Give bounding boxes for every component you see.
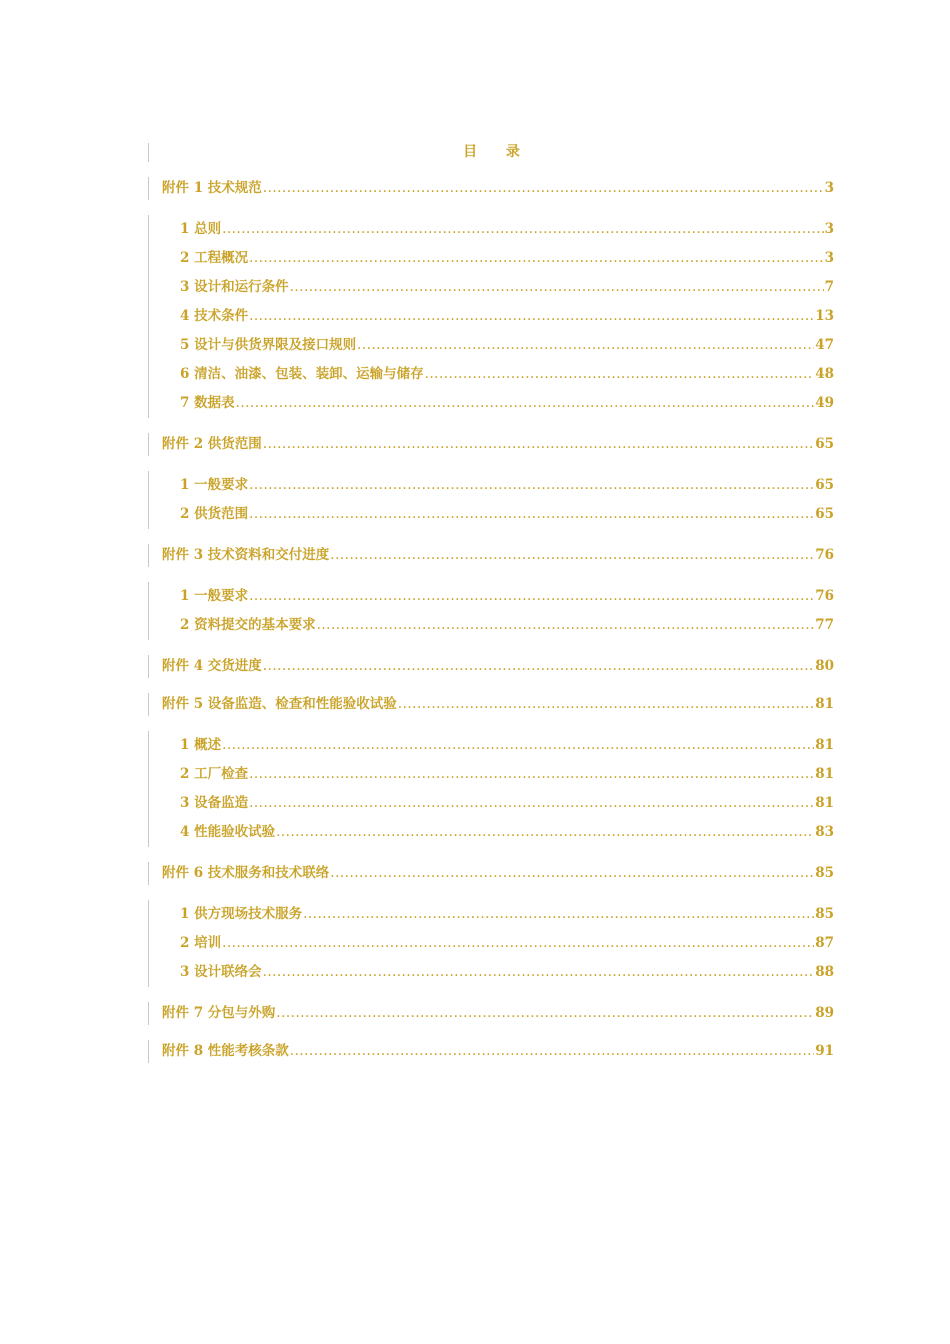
toc-entry-subsection[interactable] bbox=[149, 789, 834, 818]
toc-page-number: 81 bbox=[815, 737, 834, 753]
toc-entry-label: 1 一般要求 bbox=[180, 588, 249, 604]
toc-entry-label: 3 设备监造 bbox=[180, 795, 249, 811]
toc-leader-dots bbox=[398, 693, 814, 716]
toc-page-number: 87 bbox=[815, 935, 834, 951]
toc-entry-label: 2 工程概况 bbox=[180, 250, 249, 266]
toc-leader-dots bbox=[263, 958, 815, 987]
toc-entry-subsection[interactable] bbox=[149, 389, 834, 418]
toc-leader-dots bbox=[330, 862, 814, 885]
toc-entry-annex[interactable] bbox=[149, 544, 834, 567]
toc-entry-subsection[interactable] bbox=[149, 900, 834, 929]
toc-leader-dots bbox=[263, 433, 814, 456]
toc-page-number: 83 bbox=[815, 824, 834, 840]
toc-page-number: 91 bbox=[815, 1043, 834, 1059]
toc-entry-label: 1 概述 bbox=[180, 737, 222, 753]
toc-subsection-block bbox=[148, 215, 834, 418]
toc-section-block bbox=[148, 1040, 834, 1063]
toc-leader-dots bbox=[249, 471, 814, 500]
toc-leader-dots bbox=[263, 177, 824, 200]
toc-page-number: 85 bbox=[815, 865, 834, 881]
toc-page-number: 88 bbox=[815, 964, 834, 980]
toc-leader-dots bbox=[249, 582, 814, 611]
toc-entry-subsection[interactable] bbox=[149, 929, 834, 958]
toc-subsection-block bbox=[148, 900, 834, 987]
toc-entry-subsection[interactable] bbox=[149, 611, 834, 640]
table-of-contents bbox=[148, 143, 834, 1063]
toc-entry-label: 7 数据表 bbox=[180, 395, 235, 411]
toc-entry-annex[interactable] bbox=[149, 177, 834, 200]
toc-entry-label: 附件 4 交货进度 bbox=[162, 658, 262, 674]
toc-entry-subsection[interactable] bbox=[149, 760, 834, 789]
toc-leader-dots bbox=[290, 1040, 814, 1063]
toc-entry-subsection[interactable] bbox=[149, 215, 834, 244]
toc-entry-label: 4 性能验收试验 bbox=[180, 824, 276, 840]
toc-subsection-block bbox=[148, 731, 834, 847]
toc-page-number: 3 bbox=[824, 180, 834, 196]
toc-entry-annex[interactable] bbox=[149, 433, 834, 456]
toc-entry-subsection[interactable] bbox=[149, 471, 834, 500]
toc-entry-label: 2 培训 bbox=[180, 935, 222, 951]
toc-page-number: 47 bbox=[815, 337, 834, 353]
toc-leader-dots bbox=[222, 215, 824, 244]
toc-leader-dots bbox=[249, 500, 814, 529]
toc-leader-dots bbox=[249, 302, 814, 331]
toc-page-number: 81 bbox=[815, 766, 834, 782]
toc-leader-dots bbox=[276, 818, 814, 847]
toc-entry-label: 1 总则 bbox=[180, 221, 222, 237]
toc-entry-subsection[interactable] bbox=[149, 360, 834, 389]
toc-entry-annex[interactable] bbox=[149, 655, 834, 678]
toc-leader-dots bbox=[249, 760, 814, 789]
toc-entry-label: 附件 7 分包与外购 bbox=[162, 1005, 276, 1021]
toc-entry-label: 附件 8 性能考核条款 bbox=[162, 1043, 289, 1059]
toc-leader-dots bbox=[222, 731, 814, 760]
toc-entry-label: 2 工厂检查 bbox=[180, 766, 249, 782]
toc-entry-subsection[interactable] bbox=[149, 331, 834, 360]
toc-section-block bbox=[148, 862, 834, 885]
toc-section-block bbox=[148, 693, 834, 716]
toc-entry-subsection[interactable] bbox=[149, 244, 834, 273]
toc-entry-label: 1 供方现场技术服务 bbox=[180, 906, 303, 922]
toc-leader-dots bbox=[303, 900, 814, 929]
toc-entry-annex[interactable] bbox=[149, 693, 834, 716]
toc-section-block bbox=[148, 655, 834, 678]
toc-page-number: 7 bbox=[824, 279, 834, 295]
toc-leader-dots bbox=[317, 611, 815, 640]
toc-page-number: 77 bbox=[815, 617, 834, 633]
toc-page-number: 76 bbox=[815, 588, 834, 604]
toc-section-block bbox=[148, 544, 834, 567]
toc-page-number: 80 bbox=[815, 658, 834, 674]
toc-page-number: 65 bbox=[815, 506, 834, 522]
toc-page-number: 48 bbox=[815, 366, 834, 382]
toc-leader-dots bbox=[425, 360, 815, 389]
toc-leader-dots bbox=[263, 655, 814, 678]
toc-page-number: 85 bbox=[815, 906, 834, 922]
toc-entry-label: 2 供货范围 bbox=[180, 506, 249, 522]
toc-subsection-block bbox=[148, 582, 834, 640]
toc-title: 目 录 bbox=[148, 143, 834, 162]
toc-leader-dots bbox=[357, 331, 814, 360]
toc-section-block bbox=[148, 177, 834, 200]
toc-entry-label: 3 设计和运行条件 bbox=[180, 279, 289, 295]
toc-page-number: 76 bbox=[815, 547, 834, 563]
toc-entry-subsection[interactable] bbox=[149, 731, 834, 760]
toc-page-number: 3 bbox=[824, 221, 834, 237]
toc-leader-dots bbox=[236, 389, 815, 418]
toc-page-number: 89 bbox=[815, 1005, 834, 1021]
toc-leader-dots bbox=[249, 789, 814, 818]
toc-page-number: 3 bbox=[824, 250, 834, 266]
toc-leader-dots bbox=[290, 273, 824, 302]
toc-entry-subsection[interactable] bbox=[149, 273, 834, 302]
toc-entry-subsection[interactable] bbox=[149, 582, 834, 611]
toc-entry-annex[interactable] bbox=[149, 1002, 834, 1025]
toc-leader-dots bbox=[222, 929, 814, 958]
toc-entry-annex[interactable] bbox=[149, 862, 834, 885]
toc-entry-label: 3 设计联络会 bbox=[180, 964, 262, 980]
toc-entry-subsection[interactable] bbox=[149, 818, 834, 847]
toc-entry-subsection[interactable] bbox=[149, 958, 834, 987]
toc-entry-label: 附件 6 技术服务和技术联络 bbox=[162, 865, 330, 881]
toc-leader-dots bbox=[330, 544, 814, 567]
toc-leader-dots bbox=[249, 244, 824, 273]
toc-section-block bbox=[148, 433, 834, 456]
toc-entry-label: 2 资料提交的基本要求 bbox=[180, 617, 316, 633]
toc-entry-label: 6 清洁、油漆、包装、装卸、运输与储存 bbox=[180, 366, 424, 382]
toc-entry-annex[interactable] bbox=[149, 1040, 834, 1063]
toc-leader-dots bbox=[276, 1002, 814, 1025]
toc-page-number: 81 bbox=[815, 795, 834, 811]
toc-page-number: 13 bbox=[815, 308, 834, 324]
toc-page-number: 81 bbox=[815, 696, 834, 712]
toc-entry-subsection[interactable] bbox=[149, 302, 834, 331]
toc-entry-label: 附件 2 供货范围 bbox=[162, 436, 262, 452]
toc-page-number: 65 bbox=[815, 436, 834, 452]
toc-entry-label: 5 设计与供货界限及接口规则 bbox=[180, 337, 357, 353]
toc-entry-label: 1 一般要求 bbox=[180, 477, 249, 493]
toc-entry-subsection[interactable] bbox=[149, 500, 834, 529]
toc-section-block bbox=[148, 1002, 834, 1025]
toc-entry-label: 4 技术条件 bbox=[180, 308, 249, 324]
toc-page-number: 65 bbox=[815, 477, 834, 493]
toc-entry-label: 附件 3 技术资料和交付进度 bbox=[162, 547, 330, 563]
toc-entry-label: 附件 1 技术规范 bbox=[162, 180, 262, 196]
toc-entry-label: 附件 5 设备监造、检查和性能验收试验 bbox=[162, 696, 397, 712]
toc-page-number: 49 bbox=[815, 395, 834, 411]
toc-subsection-block bbox=[148, 471, 834, 529]
